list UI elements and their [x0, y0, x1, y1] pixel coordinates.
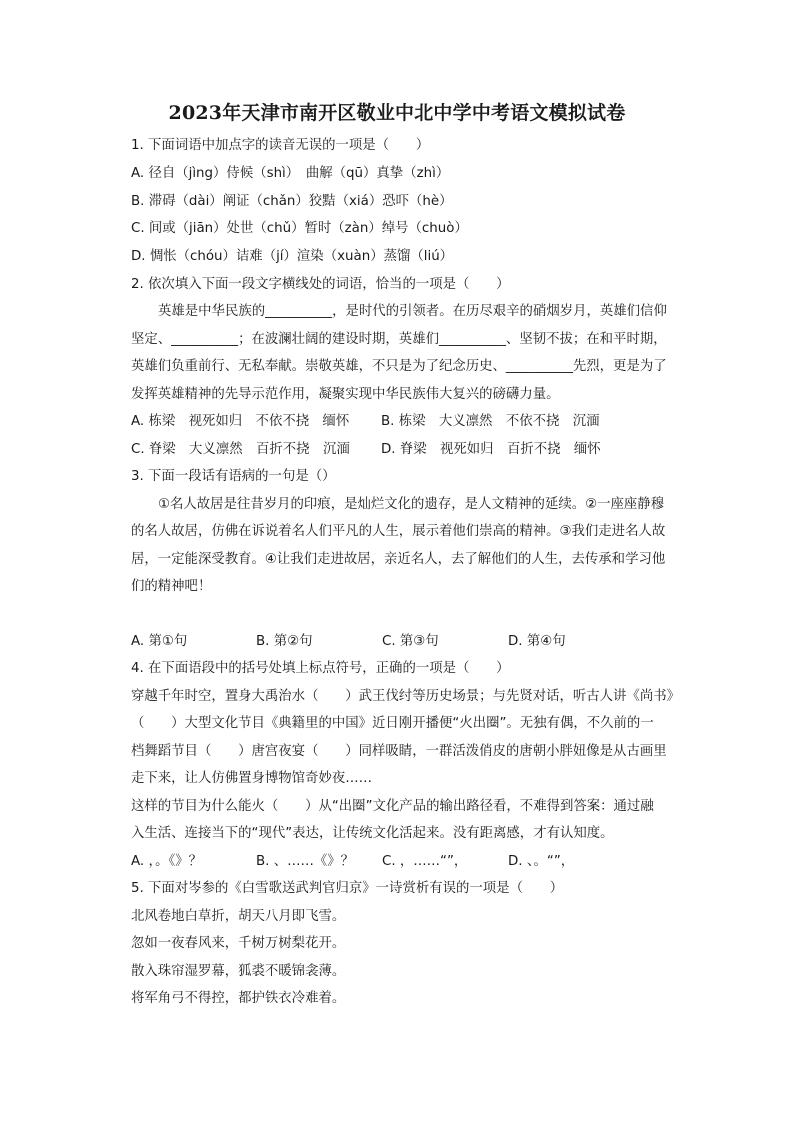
q4-option-c: C. ，……“”，: [382, 854, 468, 869]
q3-option-d: D. 第④句: [508, 634, 566, 649]
poem-line: 将军角弓不得控，都护铁衣冷难着。: [131, 991, 346, 1006]
q1-option-c: C. 间或（jiān）处世（chǔ）暂时（zàn）绰号（chuò）: [131, 221, 468, 236]
question-4: 4. 在下面语段中的括号处填上标点符号，正确的一项是（ ）: [131, 661, 510, 676]
q3-passage-line: ①名人故居是往昔岁月的印痕，是灿烂文化的遗存，是人文精神的延续。②一座座静穆: [158, 497, 665, 512]
q1-option-d: D. 惆怅（chóu）诘难（jí）渲染（xuàn）蒸馏（liú）: [131, 249, 454, 264]
q2-passage-line: 英雄们负重前行、无私奉献。崇敬英雄，不只是为了纪念历史、__________先烈，更是为了: [131, 359, 667, 374]
q2-option-d: D. 脊梁 视死如归 百折不挠 缅怀: [381, 442, 601, 457]
question-5: 5. 下面对岑参的《白雪歌送武判官归京》一诗赏析有误的一项是（ ）: [131, 881, 564, 896]
q3-passage-line: 的名人故居，仿佛在诉说着名人们平凡的人生，展示着他们崇高的精神。③我们走进名人故: [131, 524, 666, 539]
q4-passage-line: 这样的节目为什么能火（ ）从“出圈”文化产品的输出路径看，不难得到答案：通过融: [131, 799, 654, 814]
poem-line: 忽如一夜春风来，千树万树梨花开。: [131, 936, 346, 951]
q4-passage-line: 穿越千年时空，置身大禹治水（ ）武王伐纣等历史场景；与先贤对话，听古人讲《尚书》: [131, 689, 681, 704]
q4-passage-line: 走下来，让人仿佛置身博物馆奇妙夜……: [131, 771, 373, 786]
q4-passage-line: 档舞蹈节目（ ）唐宫夜宴（ ）同样吸睛，一群活泼俏皮的唐朝小胖妞像是从古画里: [131, 744, 667, 759]
q2-passage-line: 英雄是中华民族的__________，是时代的引领者。在历尽艰辛的硝烟岁月，英雄们信仰: [158, 304, 667, 319]
q2-option-c: C. 脊梁 大义凛然 百折不挠 沉湎: [131, 442, 350, 457]
q1-option-b: B. 滞碍（dài）阐证（chǎn）狡黠（xiá）恐吓（hè）: [131, 194, 453, 209]
q3-option-a: A. 第①句: [131, 634, 188, 649]
q4-option-a: A. ，。《》？: [131, 854, 202, 869]
question-1: 1. 下面词语中加点字的读音无误的一项是（ ）: [131, 138, 430, 153]
q3-passage-line: 们的精神吧！: [131, 579, 212, 594]
question-3: 3. 下面一段话有语病的一句是（）: [131, 469, 336, 484]
q2-option-a: A. 栋梁 视死如归 不依不挠 缅怀: [131, 414, 350, 429]
q4-option-b: B. 、……《》？: [256, 854, 355, 869]
question-2: 2. 依次填入下面一段文字横线处的词语，恰当的一项是（ ）: [131, 277, 510, 292]
q4-passage-line: （ ）大型文化节目《典籍里的中国》近日刚开播便“火出圈”。无独有偶，不久前的一: [131, 716, 654, 731]
poem-line: 散入珠帘湿罗幕，狐裘不暖锦衾薄。: [131, 964, 346, 979]
poem-line: 北风卷地白草折，胡天八月即飞雪。: [131, 909, 346, 924]
q2-passage-line: 发挥英雄精神的先导示范作用，凝聚实现中华民族伟大复兴的磅礴力量。: [131, 387, 560, 402]
q3-option-c: C. 第③句: [382, 634, 439, 649]
page-title: 2023年天津市南开区敬业中北中学中考语文模拟试卷: [168, 102, 626, 124]
q3-option-b: B. 第②句: [256, 634, 313, 649]
q4-passage-line: 入生活、连接当下的“现代”表达，让传统文化活起来。没有距离感，才有认知度。: [131, 826, 614, 841]
q1-option-a: A. 径自（jìng）侍候（shì） 曲解（qū）真挚（zhì）: [131, 166, 450, 181]
q4-option-d: D. 、。“”，: [508, 854, 575, 869]
q3-passage-line: 居，一定能深受教育。④让我们走进故居，亲近名人，去了解他们的人生，去传承和学习他: [131, 552, 666, 567]
q2-option-b: B. 栋梁 大义凛然 不依不挠 沉湎: [381, 414, 600, 429]
q2-passage-line: 坚定、__________；在波澜壮阔的建设时期，英雄们__________、坚韧不拔；在和平时期，: [131, 332, 667, 347]
